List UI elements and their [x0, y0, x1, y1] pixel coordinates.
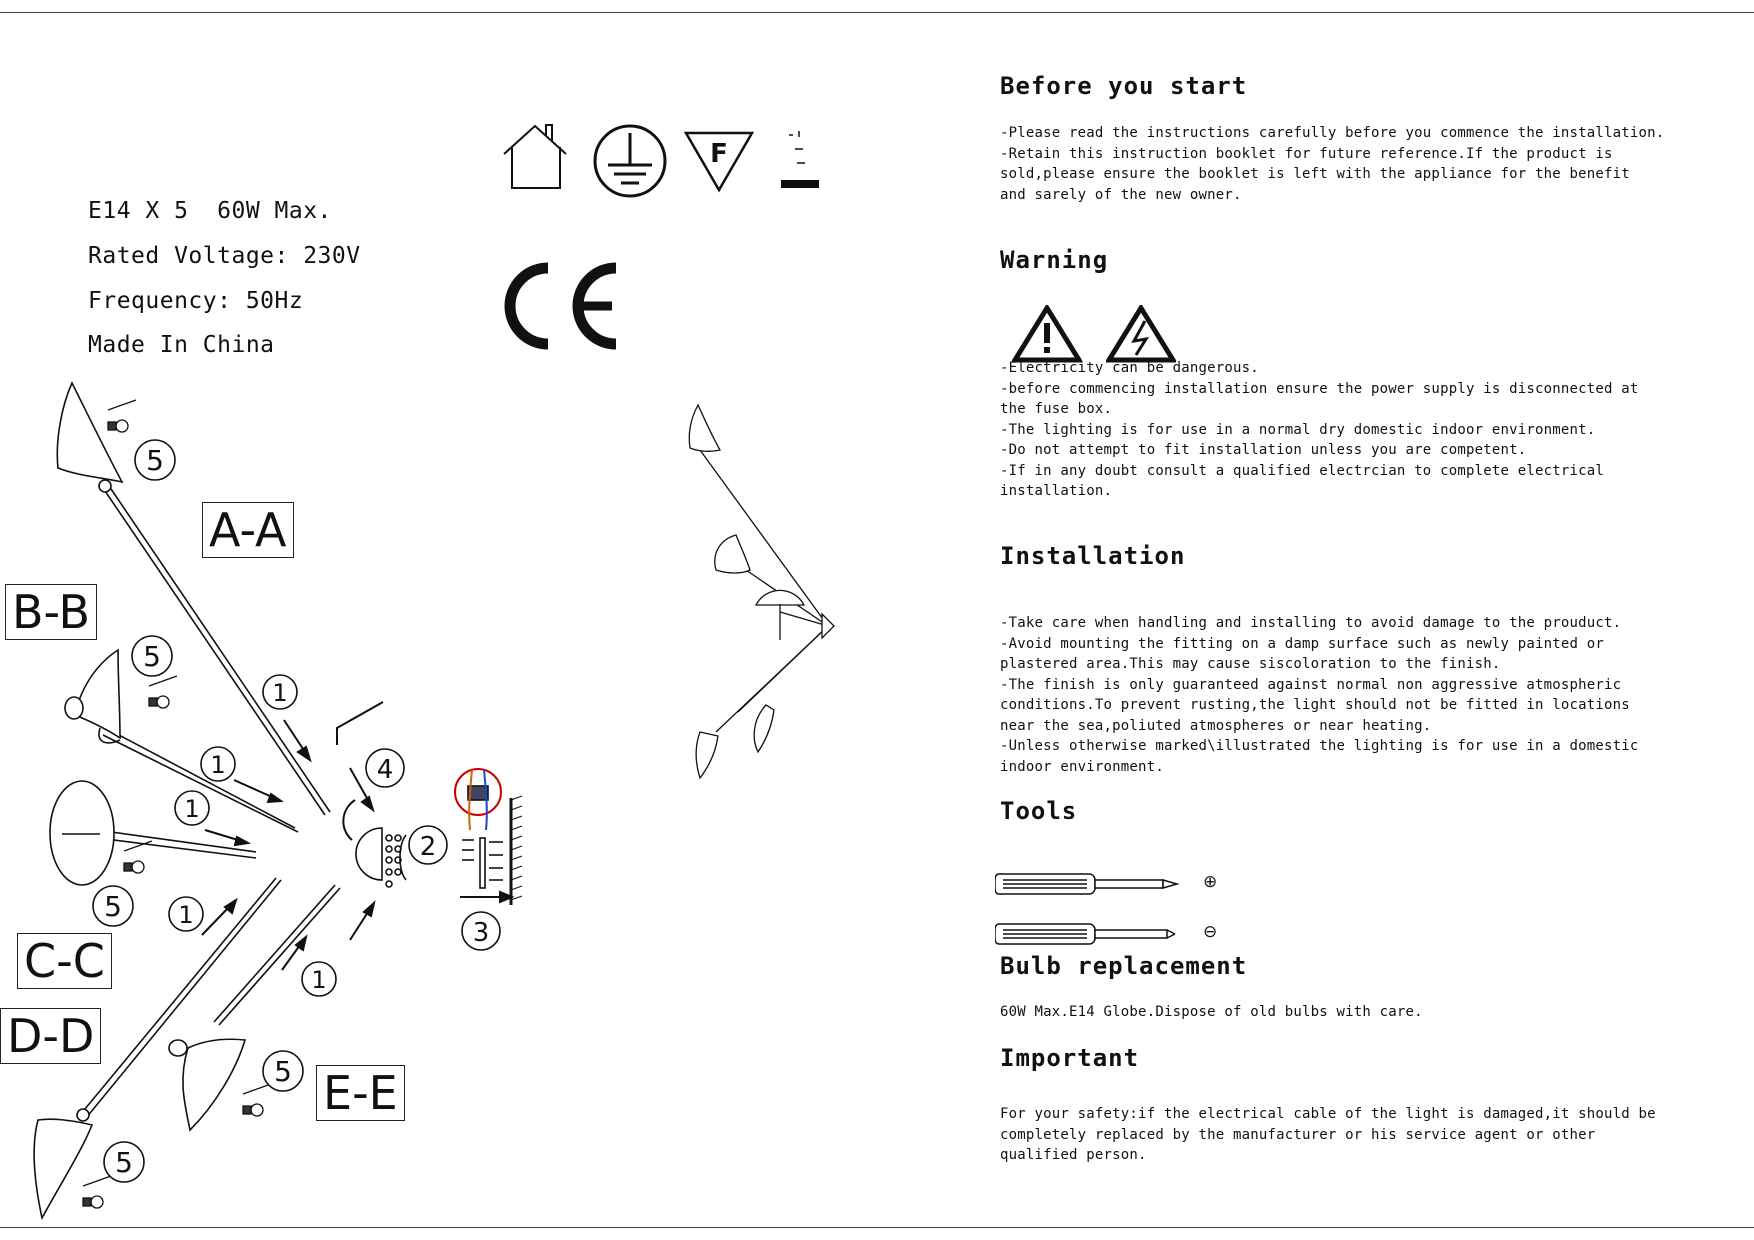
part-1-label-a: 1 [272, 679, 288, 707]
installation-line: -Avoid mounting the fitting on a damp surface such as newly painted or [1000, 635, 1605, 652]
important-line: completely replaced by the manufacturer or his service agent or other [1000, 1126, 1596, 1143]
warning-line: -The lighting is for use in a normal dry domestic indoor environment. [1000, 421, 1596, 438]
part-1-label-b: 1 [210, 751, 226, 779]
flat-symbol: ⊖ [1203, 922, 1218, 942]
spec-frequency: Frequency: 50Hz [88, 288, 304, 314]
warning-line: -before commencing installation ensure the power supply is disconnected at [1000, 380, 1639, 397]
before-line: and sarely of the new owner. [1000, 186, 1242, 203]
exploded-assembly-diagram [0, 0, 850, 1230]
callout-a-a: A-A [202, 502, 294, 558]
warning-line: -If in any doubt consult a qualified electrcian to complete electrical [1000, 462, 1605, 479]
heading-before-you-start: Before you start [1000, 72, 1248, 100]
installation-line: plastered area.This may cause siscoloration to the finish. [1000, 656, 1501, 672]
callout-b-b: B-B [5, 584, 97, 640]
installation-line: conditions.To prevent rusting,the light should not be fitted in locations [1000, 697, 1630, 713]
bulb-text [1000, 1002, 1690, 1023]
part-4-label: 4 [376, 755, 394, 785]
assembled-lamp-view [689, 405, 834, 778]
part-5-label-c: 5 [104, 890, 122, 923]
warning-line: installation. [1000, 483, 1113, 499]
warning-text [1000, 358, 1690, 502]
important-line: For your safety:if the electrical cable of the light is damaged,it should be [1000, 1106, 1656, 1122]
installation-line: -Unless otherwise marked\illustrated the lighting is for use in a domestic [1000, 738, 1639, 754]
installation-text [1000, 613, 1690, 777]
part-1-label-d: 1 [178, 901, 194, 929]
hub-screws [386, 835, 401, 887]
heading-important: Important [1000, 1044, 1140, 1072]
important-text [1000, 1104, 1690, 1166]
before-line: -Please read the instructions carefully before you commence the installation. [1000, 125, 1665, 141]
before-line: sold,please ensure the booklet is left with the appliance for the benefit [1000, 166, 1630, 182]
callout-e-e: E-E [316, 1065, 405, 1121]
part-3-label: 3 [472, 918, 490, 948]
callout-c-c: C-C [17, 933, 112, 989]
installation-line: -The finish is only guaranteed against normal non aggressive atmospheric [1000, 676, 1622, 693]
important-line: qualified person. [1000, 1147, 1147, 1163]
installation-line: -Take care when handling and installing to avoid damage to the prouduct. [1000, 615, 1622, 631]
shade-a [57, 383, 122, 482]
heading-installation: Installation [1000, 542, 1186, 570]
shade-e [183, 1039, 245, 1130]
screwdrivers-icon [995, 868, 1195, 948]
part-5-label-a: 5 [146, 444, 164, 477]
installation-line: indoor environment. [1000, 758, 1164, 775]
heading-warning: Warning [1000, 246, 1109, 274]
part-5-label-e: 5 [274, 1055, 292, 1088]
bulb-line: 60W Max.E14 Globe.Dispose of old bulbs with care. [1000, 1004, 1423, 1020]
caution-triangle-icon [1012, 305, 1082, 363]
part-5-label-b: 5 [143, 640, 161, 673]
heading-bulb-replacement: Bulb replacement [1000, 952, 1248, 980]
warning-line: the fuse box. [1000, 401, 1113, 417]
shade-c [50, 781, 114, 885]
before-text [1000, 123, 1690, 205]
callout-d-d: D-D [0, 1008, 101, 1064]
phillips-symbol: ⊕ [1203, 872, 1218, 892]
spec-bulb: E14 X 5 60W Max. [88, 198, 332, 224]
installation-line: near the sea,poliuted atmospheres or near heating. [1000, 717, 1432, 734]
part-1-label-e: 1 [311, 966, 327, 994]
part-1-label-c: 1 [184, 795, 200, 823]
warning-line: -Do not attempt to fit installation unless you are competent. [1000, 442, 1527, 458]
warning-line: -Electricity can be dangerous. [1000, 360, 1259, 376]
electric-hazard-icon [1106, 305, 1176, 363]
part-2-label: 2 [419, 832, 437, 862]
shade-b [75, 650, 120, 738]
part-5-label-d: 5 [115, 1146, 133, 1179]
spec-voltage: Rated Voltage: 230V [88, 243, 361, 269]
spec-origin: Made In China [88, 332, 275, 358]
canopy [356, 828, 382, 880]
before-line: -Retain this instruction booklet for future reference.If the product is [1000, 145, 1613, 162]
heading-tools: Tools [1000, 797, 1078, 825]
f-mark-letter: F [710, 139, 728, 169]
